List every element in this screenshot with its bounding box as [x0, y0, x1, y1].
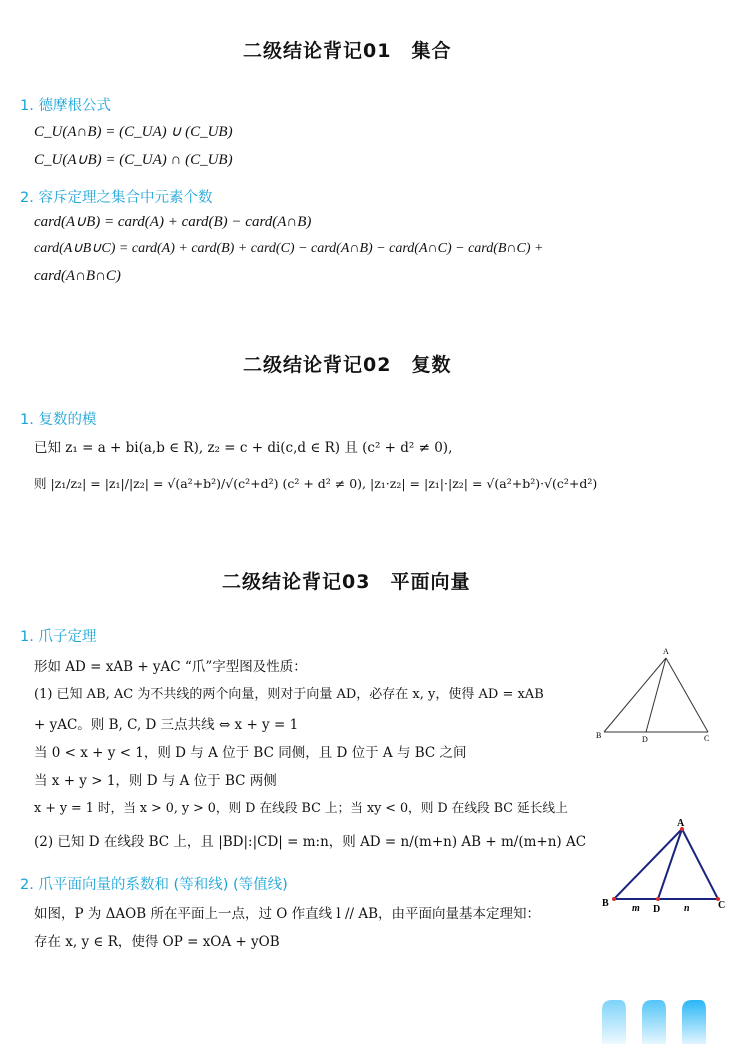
label-c: C — [704, 734, 710, 743]
formula-line: card(A∩B∩C) — [34, 268, 121, 284]
subsection-heading: 1. 爪子定理 — [20, 629, 97, 645]
side-ac — [682, 829, 718, 899]
label-m: m — [632, 903, 640, 914]
text-line: x + y = 1 时，当 x > 0, y > 0，则 D 在线段 BC 上；当 xy < 0，则 D 在线段 BC 延长线上 — [34, 800, 568, 815]
label-b: B — [596, 731, 602, 740]
text-line: 形如 AD = xAB + yAC “爪”字型图及性质： — [34, 659, 307, 675]
triangle-figure-2 — [598, 816, 738, 916]
point-b — [612, 897, 616, 901]
text-line: (1) 已知 AB, AC 为不共线的两个向量，则对于向量 AD，必存在 x, y，使得 AD = xAB — [34, 687, 544, 702]
label-a: A — [677, 818, 685, 829]
formula-line: C_U(A∪B) = (C_UA) ∩ (C_UB) — [34, 152, 233, 168]
text-line: + yAC。则 B, C, D 三点共线 ⇔ x + y = 1 — [34, 717, 299, 733]
triangle-figure-1 — [590, 642, 730, 748]
text-line: 则 |z₁/z₂| = |z₁|/|z₂| = √(a²+b²)/√(c²+d²) (c² + d² ≠ 0), |z₁·z₂| = |z₁|·|z₂| = √(a²+b²)·√(c²+d²) — [34, 476, 598, 491]
text-line: 如图，P 为 ΔAOB 所在平面上一点，过 O 作直线 l // AB，由平面向量基本定理知： — [34, 906, 541, 922]
section-1-title: 二级结论背记01 集合 — [243, 40, 452, 62]
formula-line: card(A∪B∪C) = card(A) + card(B) + card(C) − card(A∩B) − card(A∩C) − card(B∩C) + — [34, 241, 544, 256]
subsection-heading: 1. 德摩根公式 — [20, 98, 111, 114]
point-d — [656, 897, 660, 901]
subsection-heading: 1. 复数的模 — [20, 412, 97, 428]
section-3-title: 二级结论背记03 平面向量 — [222, 571, 471, 593]
text-line: 已知 z₁ = a + bi(a,b ∈ R), z₂ = c + di(c,d ∈ R) 且 (c² + d² ≠ 0), — [34, 440, 453, 456]
label-n: n — [684, 903, 690, 914]
side-ab — [614, 829, 682, 899]
subsection-heading: 2. 容斥定理之集合中元素个数 — [20, 190, 213, 206]
segment-ad — [658, 829, 682, 899]
text-line: 当 0 < x + y < 1，则 D 与 A 位于 BC 同侧，且 D 位于 A 与 BC 之间 — [34, 745, 467, 761]
subsection-heading: 2. 爪平面向量的系数和 (等和线) (等值线) — [20, 877, 288, 893]
side-ac — [666, 658, 708, 732]
label-d: D — [642, 735, 648, 744]
formula-line: card(A∪B) = card(A) + card(B) − card(A∩B) — [34, 214, 312, 230]
brand-logo-icon — [598, 998, 708, 1048]
text-line: 当 x + y > 1，则 D 与 A 位于 BC 两侧 — [34, 773, 277, 789]
section-2-title: 二级结论背记02 复数 — [243, 354, 452, 376]
text-line: 存在 x, y ∈ R，使得 OP = xOA + yOB — [34, 934, 280, 950]
side-ab — [604, 658, 666, 732]
formula-line: C_U(A∩B) = (C_UA) ∪ (C_UB) — [34, 124, 233, 140]
label-d: D — [653, 904, 661, 915]
segment-ad — [646, 658, 666, 732]
text-line: (2) 已知 D 在线段 BC 上，且 |BD|:|CD| = m:n，则 AD = n/(m+n) AB + m/(m+n) AC — [34, 834, 587, 850]
label-a: A — [663, 647, 669, 656]
label-b: B — [602, 898, 609, 909]
label-c: C — [718, 900, 726, 911]
